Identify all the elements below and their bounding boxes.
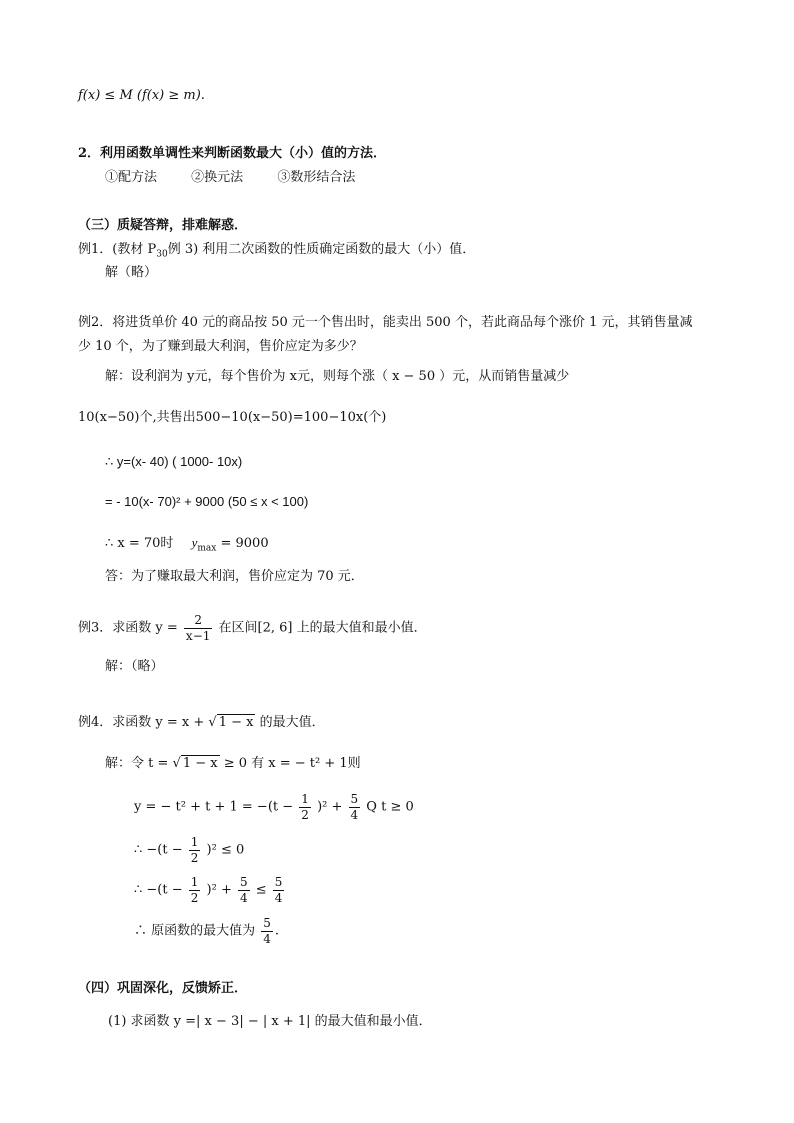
step-3-frac-54-a [238,876,250,904]
example-3-solution: 解：（略） [105,659,164,674]
methods-list [105,171,355,184]
step-2-frac-half [189,836,201,864]
step-3-frac-den: 2 [190,890,199,905]
conclusion-frac [261,917,273,945]
step-1-frac-half [299,793,311,821]
step-3-frac54a-num: 5 [239,875,248,889]
step-3-frac-num: 1 [190,875,199,889]
step-3-frac-54-b [273,876,285,904]
example-3-denominator: x−1 [185,628,211,643]
conclusion-period: . [274,923,280,939]
heading-method: 2．利用函数单调性来判断函数最大（小）值的方法． [78,146,387,161]
example-2-line-1: 例2．将进货单价 40 元的商品按 50 元一个售出时，能卖出 500 个，若此商品每个涨价 1 元，其销售量减 [78,315,693,330]
example-4-step-3 [134,876,286,904]
method-1: ①配方法 [105,170,158,185]
step-2-text-a: ∴ −(t − [134,842,187,858]
step-3-text-c: ≤ [255,882,271,898]
example-4 [78,716,325,729]
example-1-text-b: 例 3) 利用二次函数的性质确定函数的最大（小）值． [167,242,476,257]
example-2-answer: 答：为了赚取最大利润，售价应定为 70 元． [105,569,364,584]
example-2-solution: 解：设利润为 y元，每个售价为 x元，则每个涨（ x − 50 ）元，从而销售量减少 [105,369,570,384]
step-2-frac-den: 2 [190,850,199,865]
step-3-frac54a-den: 4 [239,890,248,905]
step-3-frac-half [189,876,201,904]
exercise-1: (1) 求函数 y =| x − 3| − | x + 1| 的最大值和最小值． [108,1014,432,1029]
example-4-sub-radicand: 1 − x [182,756,218,771]
example-3 [78,614,427,642]
conclusion-frac-den: 4 [263,931,271,946]
frac-54-den: 4 [350,807,359,822]
frac-half-num: 1 [301,792,309,806]
example-3-numerator: 2 [194,613,202,627]
sqrt-symbol-2: √ 1 − x [172,756,218,771]
example-3-fraction [184,614,212,642]
example-4-step-1 [134,793,414,821]
example-2-max [105,536,269,554]
example-1 [78,243,475,260]
example-2-max-sub: max [197,543,217,554]
step-1-text-b: )² + [317,799,347,815]
example-1-page-sub: 30 [156,249,168,260]
example-3-text-a: 例3．求函数 y = [78,620,178,636]
step-1-frac-five-fourths [349,793,361,821]
example-2-profit-expr: ∴ y=(x- 40) ( 1000- 10x) [105,454,243,469]
example-2-sold-count: 10(x−50)个,共售出500−10(x−50)=100−10x(个) [78,410,387,425]
example-2-max-cond: ∴ x = 70时 [105,536,174,551]
example-2-max-value: = 9000 [216,536,269,551]
example-4-sub-a: 解：令 t = [105,756,173,771]
frac-54-num: 5 [350,792,359,806]
step-1-text-a: y = − t² + t + 1 = −(t − [134,799,298,815]
example-1-solution: 解（略） [105,265,158,280]
section-4-heading: （四）巩固深化，反馈矫正． [78,981,248,996]
line-inequality: f(x) ≤ M (f(x) ≥ m). [78,88,205,103]
example-2-vertex-form: = - 10(x- 70)² + 9000 (50 ≤ x < 100) [105,494,309,509]
step-3-text-b: )² + [206,882,236,898]
step-2-text-b: )² ≤ 0 [206,842,245,858]
step-3-text-a: ∴ −(t − [134,882,187,898]
example-4-conclusion [134,917,279,945]
conclusion-frac-num: 5 [263,916,271,930]
example-2-y: y [191,535,198,550]
section-3-heading: （三）质疑答辩，排难解惑． [78,218,248,233]
example-3-text-b: 在区间[2, 6] 上的最大值和最小值． [218,620,427,636]
example-2-line-2: 少 10 个，为了赚到最大利润，售价应定为多少？ [78,339,363,354]
example-4-text-a: 例4．求函数 y = x + [78,715,209,730]
step-3-frac54b-den: 4 [274,890,283,905]
step-2-frac-num: 1 [190,835,199,849]
method-2: ②换元法 [191,170,244,185]
example-4-text-b: 的最大值． [255,715,325,730]
sqrt-symbol: √ 1 − x [208,715,254,730]
step-3-frac54b-num: 5 [274,875,283,889]
example-4-radicand: 1 − x [218,715,254,730]
step-1-text-c: Q t ≥ 0 [366,799,414,815]
method-3: ③数形结合法 [277,170,356,185]
frac-half-den: 2 [301,807,309,822]
example-1-text-a: 例1．(教材 P [78,242,157,257]
example-4-step-2 [134,836,244,864]
example-4-substitution [105,757,361,770]
example-4-sub-b: ≥ 0 有 x = − t² + 1则 [219,756,361,771]
conclusion-text: ∴ 原函数的最大值为 [134,923,256,939]
